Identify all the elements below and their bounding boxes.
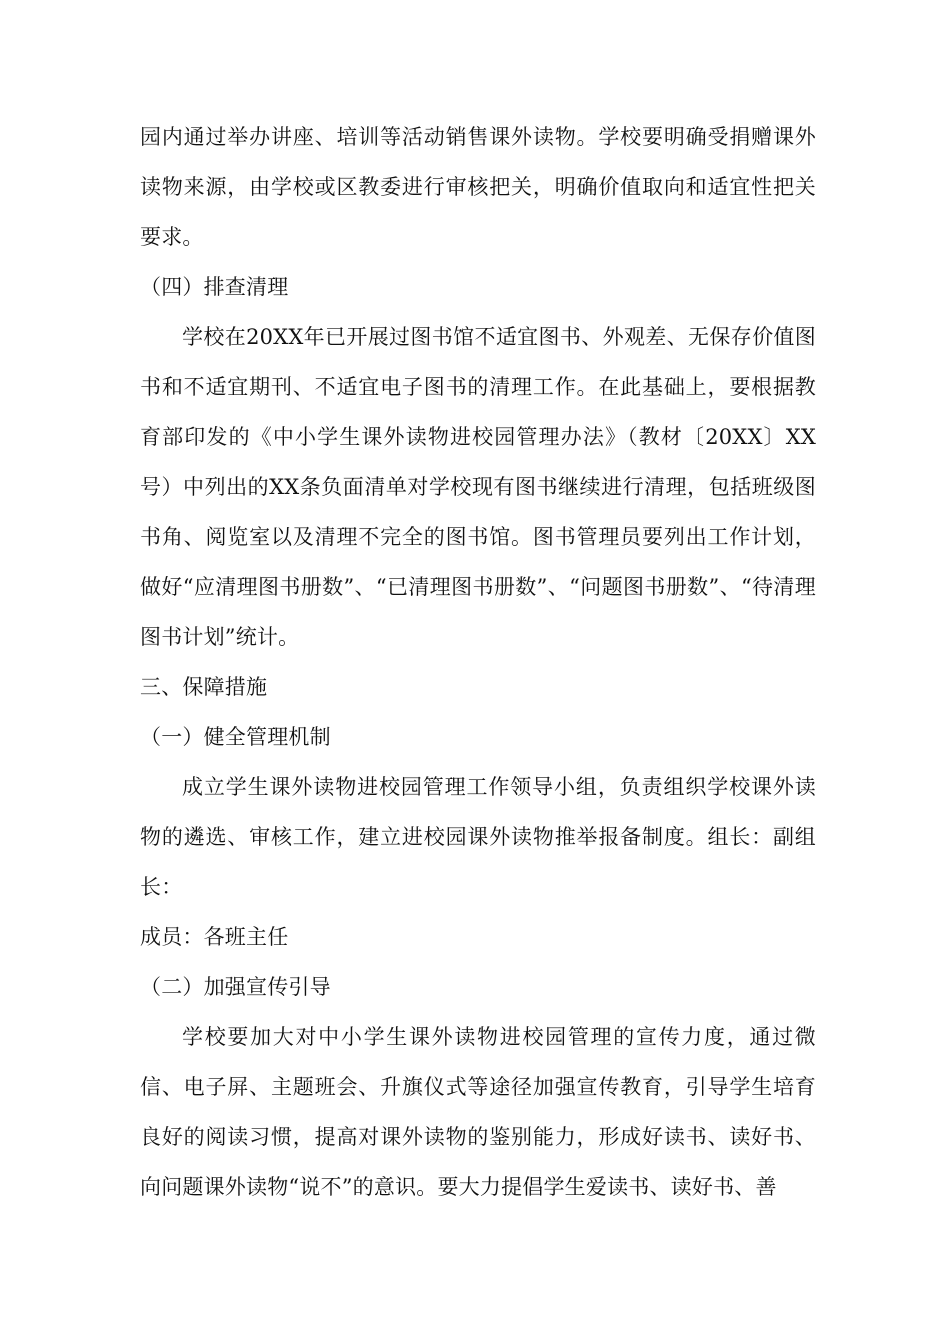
heading-section-4-cleanup: （四）排查清理 [140, 275, 289, 299]
paragraph-donation-review: 园内通过举办讲座、培训等活动销售课外读物。学校要明确受捐赠课外读物来源，由学校或区教委进行审核把关，明确价值取向和适宜性把关要求。 [140, 125, 816, 249]
paragraph-leadership-group: 成立学生课外读物进校园管理工作领导小组，负责组织学校课外读物的遴选、审核工作，建立进校园课外读物推举报备制度。组长：副组长： [140, 775, 816, 899]
document-page [140, 112, 816, 1212]
line-members: 成员：各班主任 [140, 925, 289, 949]
paragraph-publicity: 学校要加大对中小学生课外读物进校园管理的宣传力度，通过微信、电子屏、主题班会、升旗仪式等途径加强宣传教育，引导学生培育良好的阅读习惯，提高对课外读物的鉴别能力，形成好读书、读好书、向问题课外读物“说不”的意识。要大力提倡学生爱读书、读好书、善 [140, 1025, 816, 1199]
heading-safeguard-measures: 三、保障措施 [140, 675, 268, 699]
heading-management-mechanism: （一）健全管理机制 [140, 725, 331, 749]
heading-publicity-guidance: （二）加强宣传引导 [140, 975, 331, 999]
paragraph-cleanup-work: 学校在20XX年已开展过图书馆不适宜图书、外观差、无保存价值图书和不适宜期刊、不适宜电子图书的清理工作。在此基础上，要根据教育部印发的《中小学生课外读物进校园管理办法》（教材〔20XX〕XX号）中列出的XX条负面清单对学校现有图书继续进行清理，包括班级图书角、阅览室以及清理不完全的图书馆。图书管理员要列出工作计划，做好“应清理图书册数”、“已清理图书册数”、“问题图书册数”、“待清理图书计划”统计。 [140, 325, 816, 649]
